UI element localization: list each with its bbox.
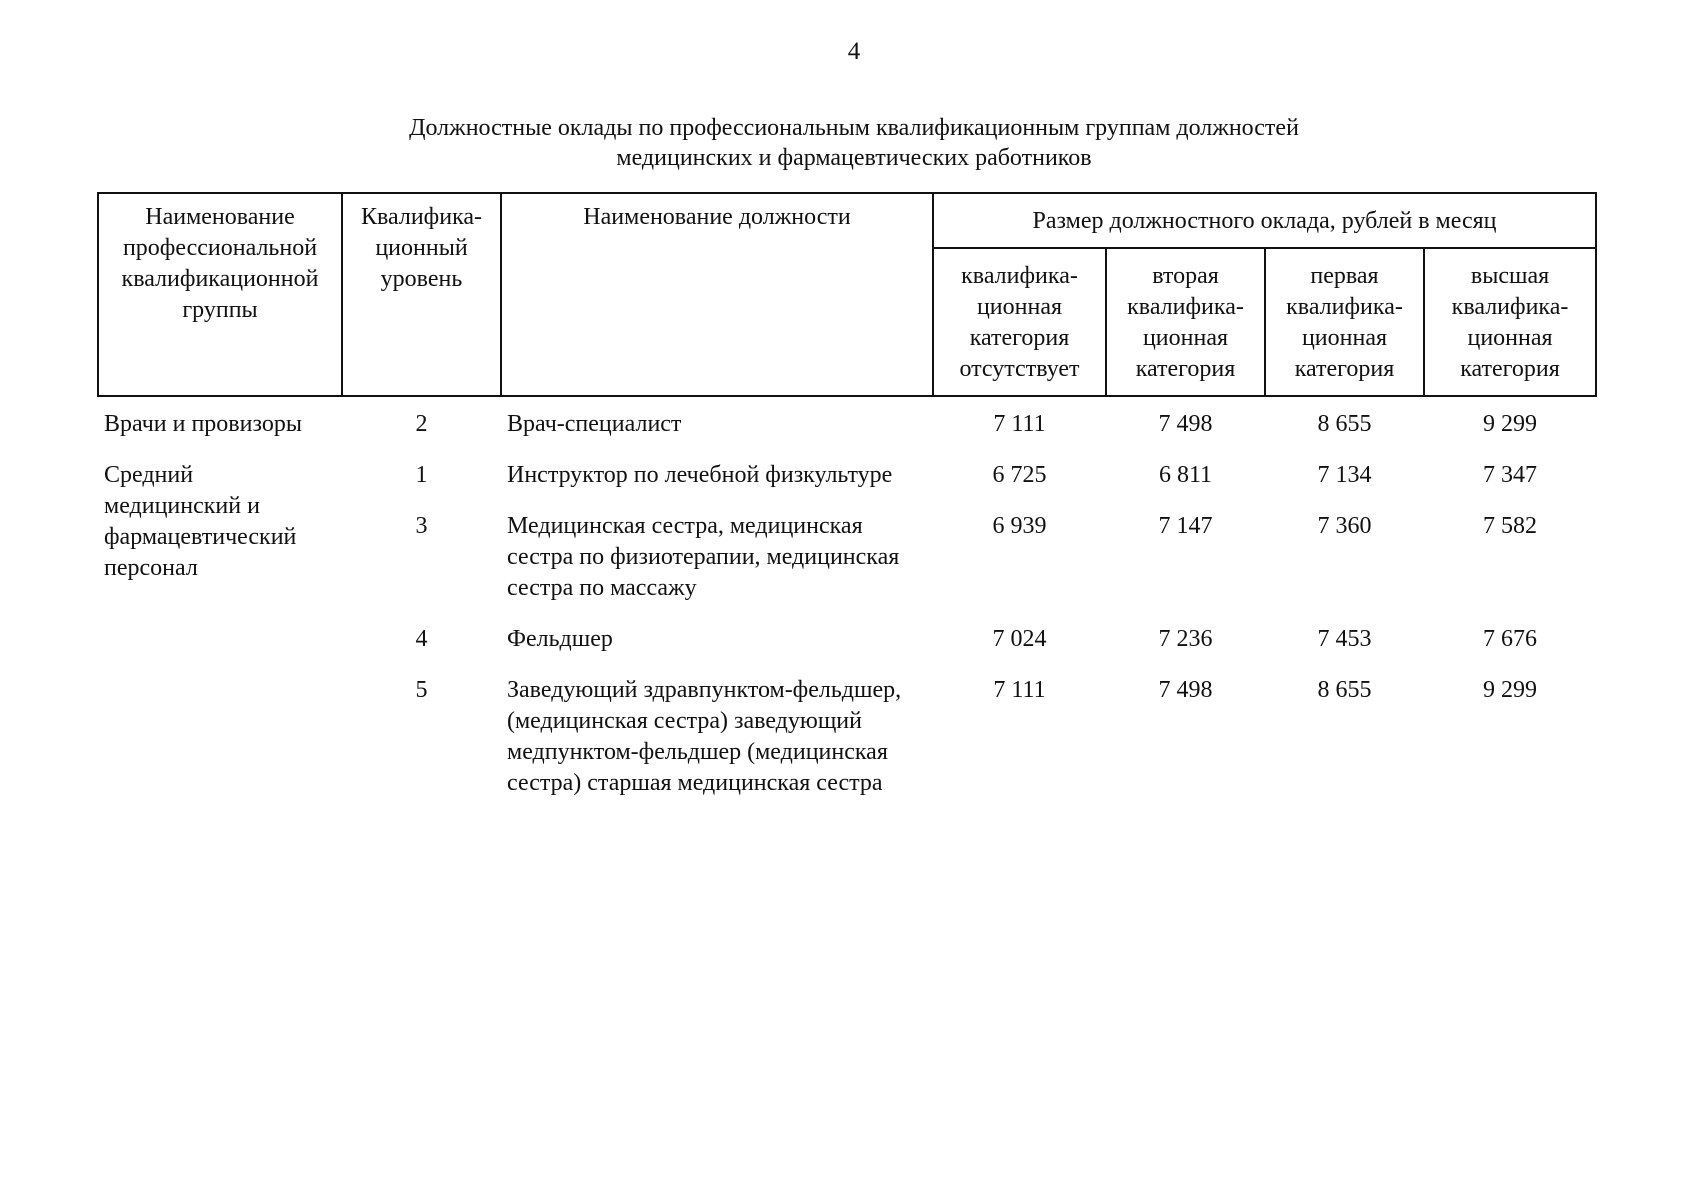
- level-cell: 4: [415, 626, 428, 652]
- table-header: [98, 193, 1596, 396]
- level-cell: 3: [415, 513, 428, 539]
- title-line-1: Должностные оклады по профессиональным квалификационным группам должностей: [409, 115, 1299, 141]
- salary-highest-category-cell: 7 676: [1483, 626, 1537, 652]
- salary-table: [97, 192, 1597, 819]
- table-row: [98, 460, 1596, 511]
- salary-second-category-cell: 7 498: [1158, 677, 1213, 703]
- group-name-cell: Средний медицинский и фармацевтический персонал: [104, 462, 297, 581]
- header-salary-size: Размер должностного оклада, рублей в месяц: [933, 193, 1596, 248]
- position-cell: Заведующий здравпунктом-фельдшер, (медицинская сестра) заведующий медпунктом-фельдшер (медицинская сестра) старшая медицинская сестра: [507, 677, 902, 796]
- title-line-2: медицинских и фармацевтических работников: [616, 145, 1092, 171]
- salary-highest-category-cell: 9 299: [1483, 677, 1537, 703]
- header-category-none: квалифика-ционная категория отсутствует: [933, 248, 1106, 396]
- salary-second-category-cell: 7 498: [1158, 411, 1213, 437]
- document-title: [0, 113, 1708, 173]
- salary-first-category-cell: 8 655: [1317, 411, 1372, 437]
- salary-highest-category-cell: 7 582: [1483, 513, 1537, 539]
- header-qualification-level: Квалифика-ционный уровень: [342, 193, 501, 396]
- salary-first-category-cell: 8 655: [1317, 677, 1372, 703]
- salary-second-category-cell: 6 811: [1158, 462, 1213, 488]
- header-category-first: первая квалифика-ционная категория: [1265, 248, 1424, 396]
- salary-highest-category-cell: 9 299: [1483, 411, 1537, 437]
- salary-no-category-cell: 7 111: [993, 677, 1046, 703]
- level-cell: 5: [415, 677, 428, 703]
- salary-no-category-cell: 6 939: [992, 513, 1047, 539]
- position-cell: Инструктор по лечебной физкультуре: [507, 462, 893, 488]
- salary-second-category-cell: 7 236: [1158, 626, 1213, 652]
- salary-first-category-cell: 7 360: [1317, 513, 1372, 539]
- position-cell: Медицинская сестра, медицинская сестра по физиотерапии, медицинская сестра по массажу: [507, 513, 900, 601]
- salary-no-category-cell: 6 725: [992, 462, 1047, 488]
- salary-first-category-cell: 7 134: [1317, 462, 1372, 488]
- header-group-name: Наименование профессиональной квалификационной группы: [98, 193, 342, 396]
- salary-highest-category-cell: 7 347: [1483, 462, 1537, 488]
- salary-first-category-cell: 7 453: [1317, 626, 1372, 652]
- table-row: [98, 396, 1596, 460]
- header-position-name: Наименование должности: [501, 193, 933, 396]
- position-cell: Врач-специалист: [507, 411, 682, 437]
- header-category-second: вторая квалифика-ционная категория: [1106, 248, 1265, 396]
- level-cell: 1: [415, 462, 428, 488]
- salary-second-category-cell: 7 147: [1158, 513, 1213, 539]
- level-cell: 2: [415, 411, 428, 437]
- salary-no-category-cell: 7 111: [993, 411, 1046, 437]
- table-body: [98, 396, 1596, 819]
- header-category-highest: высшая квалифика-ционная категория: [1424, 248, 1596, 396]
- position-cell: Фельдшер: [507, 626, 613, 652]
- group-name-cell: Врачи и провизоры: [104, 411, 302, 437]
- page-number: 4: [847, 38, 861, 65]
- salary-no-category-cell: 7 024: [992, 626, 1047, 652]
